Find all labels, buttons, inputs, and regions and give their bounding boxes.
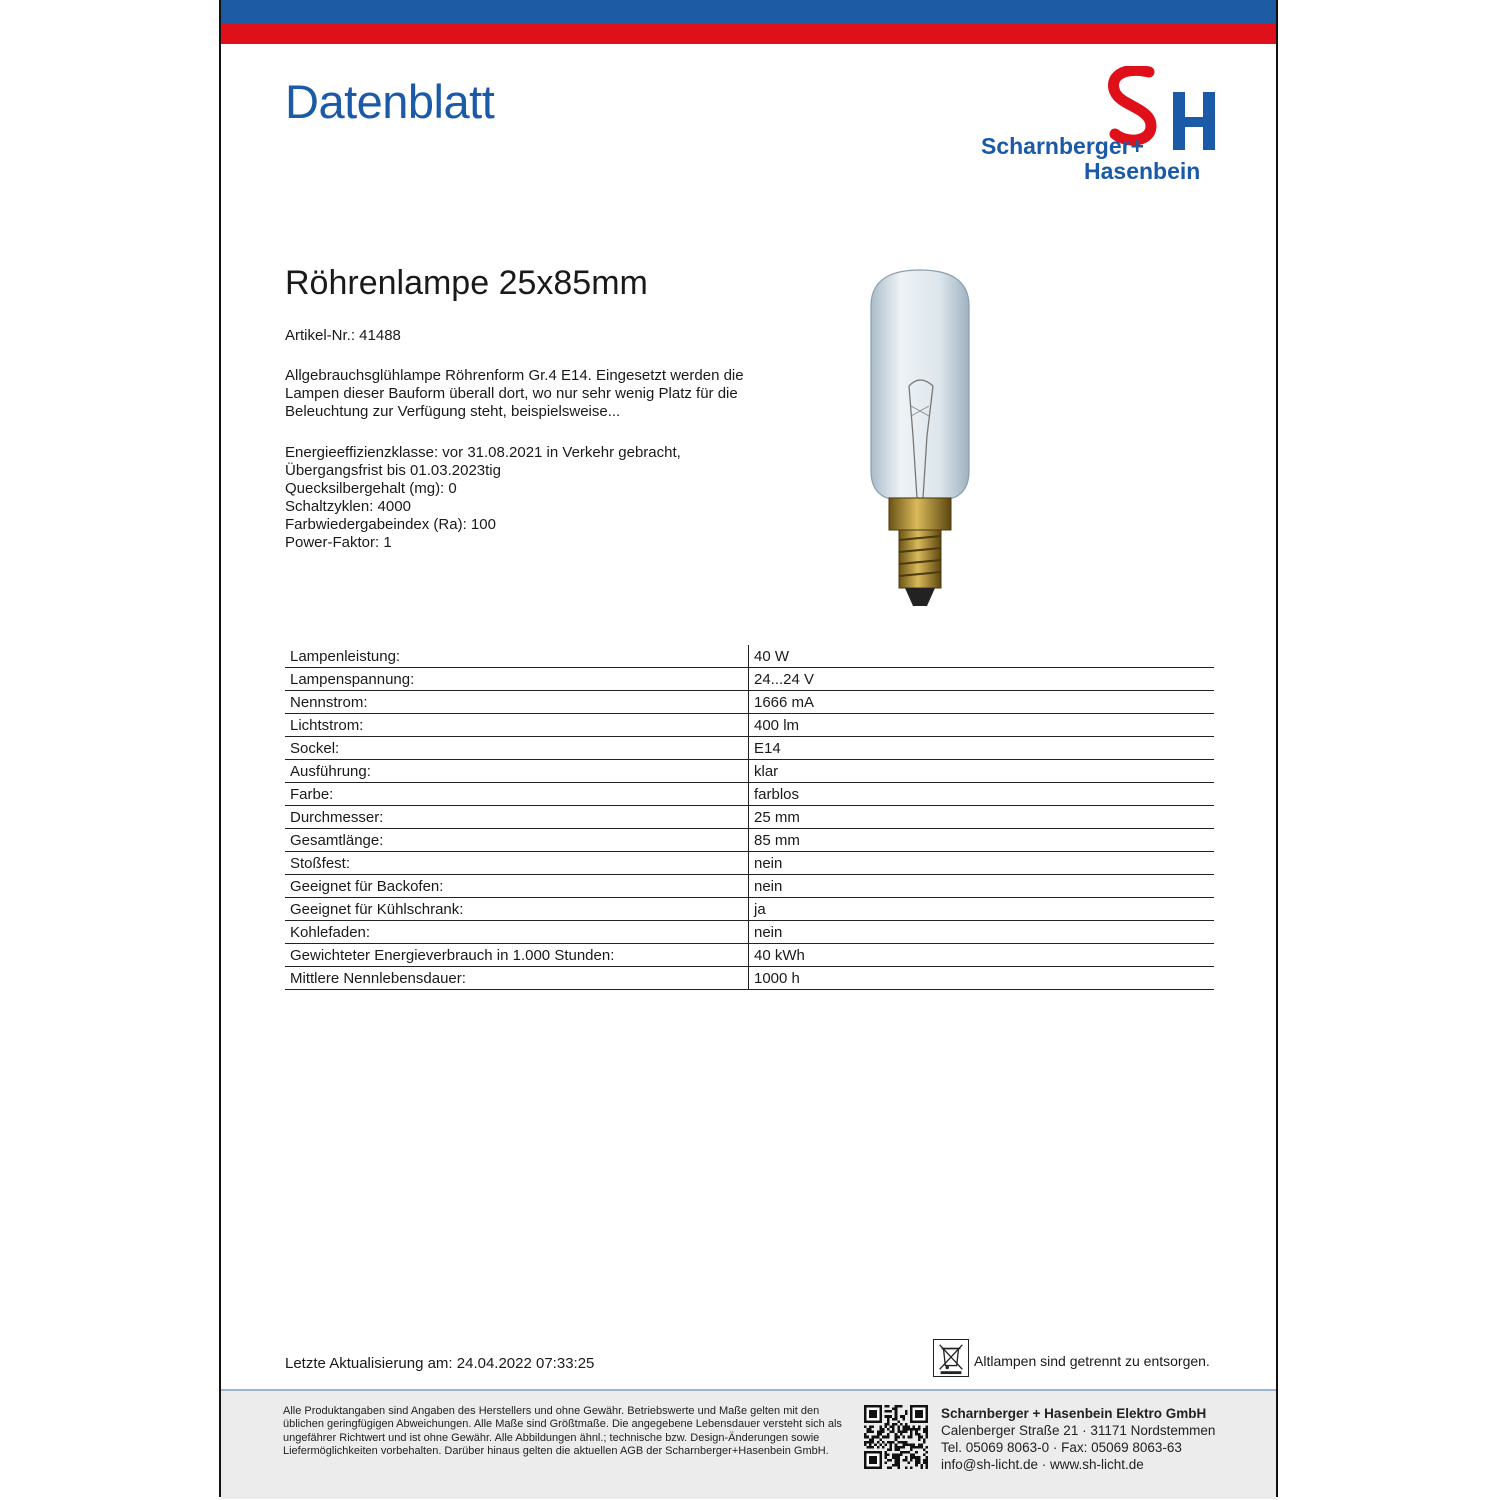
datasheet-page — [219, 0, 1278, 1497]
spec-label: Gewichteter Energieverbrauch in 1.000 Stunden: — [285, 944, 749, 967]
spec-label: Geeignet für Backofen: — [285, 875, 749, 898]
spec-value: 1000 h — [749, 967, 1215, 990]
spec-value: E14 — [749, 737, 1215, 760]
spec-label: Sockel: — [285, 737, 749, 760]
product-title: Röhrenlampe 25x85mm — [285, 264, 648, 302]
table-row — [285, 668, 1214, 691]
weee-bin-icon — [933, 1339, 969, 1377]
table-row — [285, 875, 1214, 898]
legal-disclaimer: Alle Produktangaben sind Angaben des Herstellers und ohne Gewähr. Betriebswerte und Maße gelten mit den üblichen geringfügigen Abweichungen. Alle Maße sind Größtmaße. Die angegebene Lebensdauer versteht sich als ungefährer Richtwert und ist ohne Gewähr. Alle Abbildungen ähnl.; technische bzw. Design-Änderungen sowie Liefermöglichkeiten vorbehalten. Darüber hinaus gelten die aktuellen AGB der Scharnberger+Hasenbein GmbH. — [283, 1405, 842, 1458]
table-row — [285, 967, 1214, 990]
table-row — [285, 921, 1214, 944]
article-number: Artikel-Nr.: 41488 — [285, 327, 401, 344]
spec-line: Übergangsfrist bis 01.03.2023tig — [285, 462, 501, 479]
spec-value: 1666 mA — [749, 691, 1215, 714]
header-band-red — [221, 24, 1276, 44]
header-band-blue — [221, 0, 1276, 24]
page-title: Datenblatt — [285, 75, 495, 128]
table-row — [285, 691, 1214, 714]
company-web: info@sh-licht.de · www.sh-licht.de — [941, 1457, 1144, 1472]
qr-code-icon — [864, 1405, 928, 1469]
table-row — [285, 944, 1214, 967]
spec-label: Kohlefaden: — [285, 921, 749, 944]
product-description: Allgebrauchsglühlampe Röhrenform Gr.4 E14. Eingesetzt werden die Lampen dieser Bauform überall dort, wo nur sehr wenig Platz für die Beleuchtung zur Verfügung steht, beispielsweise... — [285, 367, 744, 420]
spec-label: Nennstrom: — [285, 691, 749, 714]
spec-label: Farbe: — [285, 783, 749, 806]
spec-value: 40 kWh — [749, 944, 1215, 967]
spec-line: Power-Faktor: 1 — [285, 534, 392, 551]
spec-value: nein — [749, 921, 1215, 944]
company-logo — [981, 66, 1221, 186]
spec-value: klar — [749, 760, 1215, 783]
spec-value: nein — [749, 852, 1215, 875]
spec-label: Durchmesser: — [285, 806, 749, 829]
company-phone: Tel. 05069 8063-0 · Fax: 05069 8063-63 — [941, 1440, 1182, 1455]
table-row — [285, 760, 1214, 783]
spec-label: Lampenspannung: — [285, 668, 749, 691]
spec-line: Farbwiedergabeindex (Ra): 100 — [285, 516, 496, 533]
spec-line: Energieeffizienzklasse: vor 31.08.2021 in Verkehr gebracht, — [285, 444, 681, 461]
table-row — [285, 783, 1214, 806]
last-updated: Letzte Aktualisierung am: 24.04.2022 07:33:25 — [285, 1355, 595, 1372]
spec-label: Ausführung: — [285, 760, 749, 783]
spec-value: 85 mm — [749, 829, 1215, 852]
spec-value: 24...24 V — [749, 668, 1215, 691]
spec-label: Gesamtlänge: — [285, 829, 749, 852]
spec-label: Lichtstrom: — [285, 714, 749, 737]
spec-line: Quecksilbergehalt (mg): 0 — [285, 480, 457, 497]
table-row — [285, 852, 1214, 875]
lamp-image — [853, 266, 988, 616]
page-footer — [221, 1389, 1276, 1499]
spec-value: 400 lm — [749, 714, 1215, 737]
company-name: Scharnberger + Hasenbein Elektro GmbH — [941, 1406, 1207, 1421]
table-row — [285, 806, 1214, 829]
spec-value: 40 W — [749, 645, 1215, 668]
spec-label: Stoßfest: — [285, 852, 749, 875]
brand-line-2: Hasenbein — [1084, 158, 1201, 184]
spec-label: Lampenleistung: — [285, 645, 749, 668]
spec-line: Schaltzyklen: 4000 — [285, 498, 411, 515]
product-specs — [285, 444, 785, 552]
disposal-note: Altlampen sind getrennt zu entsorgen. — [974, 1353, 1210, 1369]
table-row — [285, 714, 1214, 737]
company-info — [941, 1405, 1215, 1473]
brand-line-1: Scharnberger+ — [981, 133, 1144, 159]
company-address: Calenberger Straße 21 · 31171 Nordstemmen — [941, 1423, 1216, 1438]
spec-label: Mittlere Nennlebensdauer: — [285, 967, 749, 990]
spec-value: nein — [749, 875, 1215, 898]
spec-label: Geeignet für Kühlschrank: — [285, 898, 749, 921]
spec-value: 25 mm — [749, 806, 1215, 829]
table-row — [285, 829, 1214, 852]
table-row — [285, 898, 1214, 921]
table-row — [285, 737, 1214, 760]
table-row — [285, 645, 1214, 668]
spec-table — [285, 645, 1214, 990]
spec-value: farblos — [749, 783, 1215, 806]
spec-value: ja — [749, 898, 1215, 921]
